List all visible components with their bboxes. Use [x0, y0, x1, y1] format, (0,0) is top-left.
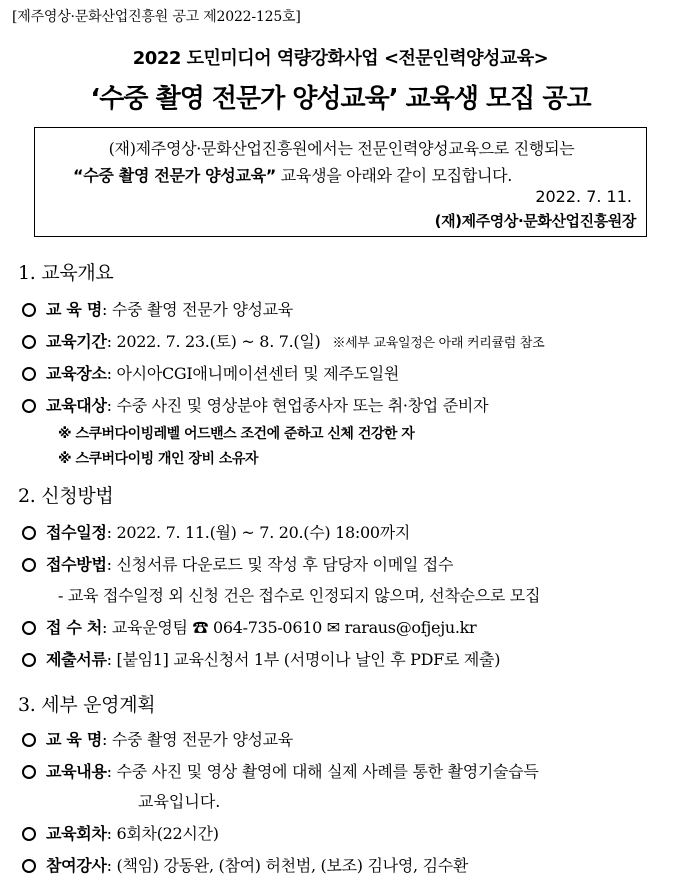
section-3-item: 교육내용: 수중 사진 및 영상 촬영에 대해 실제 사례를 통한 촬영기술습득: [22, 759, 538, 782]
section-3-item: 교육회차: 6회차(22시간): [22, 821, 219, 844]
section-1-item: 교육기간: 2022. 7. 23.(토) ~ 8. 7.(일) ※세부 교육일정은 아래 커리큘럼 참조: [22, 329, 544, 352]
section-2-item: 접수방법: 신청서류 다운로드 및 작성 후 담당자 이메일 접수: [22, 552, 453, 575]
circle-bullet-icon: [22, 303, 36, 317]
section-2-item: 제출서류: [붙임1] 교육신청서 1부 (서명이나 날인 후 PDF로 제출): [22, 647, 500, 670]
intro-line-1: (재)제주영상·문화산업진흥원에서는 전문인력양성교육으로 진행되는: [108, 139, 575, 158]
requirement-note: ※ 스쿠버다이빙레벨 어드밴스 조건에 준하고 신체 건강한 자: [58, 426, 415, 442]
circle-bullet-icon: [22, 399, 36, 413]
schedule-note: ※세부 교육일정은 아래 커리큘럼 참조: [332, 336, 545, 351]
section-1-heading: 1. 교육개요: [18, 262, 114, 284]
circle-bullet-icon: [22, 765, 36, 779]
section-2-item: 접수일정: 2022. 7. 11.(월) ~ 7. 20.(수) 18:00까지: [22, 520, 410, 543]
intro-date: 2022. 7. 11.: [535, 187, 632, 206]
section-2-heading: 2. 신청방법: [18, 485, 114, 507]
circle-bullet-icon: [22, 526, 36, 540]
application-dash-note: - 교육 접수일정 외 신청 건은 접수로 인정되지 않으며, 선착순으로 모집: [58, 586, 541, 605]
title-line-2: ‘수중 촬영 전문가 양성교육’ 교육생 모집 공고: [90, 84, 591, 114]
circle-bullet-icon: [22, 335, 36, 349]
circle-bullet-icon: [22, 558, 36, 572]
section-3-heading: 3. 세부 운영계획: [18, 694, 156, 716]
section-2-item: 접 수 처: 교육운영팀 ☎ 064-735-0610 ✉ raraus@ofjeju.kr: [22, 615, 476, 638]
intro-line-2-rest: 교육생을 아래와 같이 모집합니다.: [275, 166, 513, 185]
notice-number: [제주영상·문화산업진흥원 공고 제2022-125호]: [12, 9, 301, 25]
circle-bullet-icon: [22, 621, 36, 635]
intro-line-2: [73, 163, 512, 186]
intro-program-name: “수중 촬영 전문가 양성교육”: [73, 166, 276, 185]
section-1-item: 교육장소: 아시아CGI애니메이션센터 및 제주도일원: [22, 361, 399, 384]
circle-bullet-icon: [22, 827, 36, 841]
circle-bullet-icon: [22, 653, 36, 667]
circle-bullet-icon: [22, 733, 36, 747]
circle-bullet-icon: [22, 367, 36, 381]
section-3-item: 참여강사: (책임) 강동완, (참여) 허천범, (보조) 김나영, 김수환: [22, 853, 468, 876]
section-3-item: 교 육 명: 수중 촬영 전문가 양성교육: [22, 727, 293, 750]
section-1-item: 교육대상: 수중 사진 및 영상분야 현업종사자 또는 취·창업 준비자: [22, 393, 488, 416]
intro-org: (재)제주영상·문화산업진흥원장: [434, 212, 636, 230]
requirement-note: ※ 스쿠버다이빙 개인 장비 소유자: [58, 451, 258, 467]
title-line-1: 2022 도민미디어 역량강화사업 <전문인력양성교육>: [132, 48, 549, 69]
intro-box: [34, 127, 647, 237]
content-continuation: 교육입니다.: [138, 792, 221, 811]
circle-bullet-icon: [22, 859, 36, 873]
section-1-item: 교 육 명: 수중 촬영 전문가 양성교육: [22, 297, 293, 320]
